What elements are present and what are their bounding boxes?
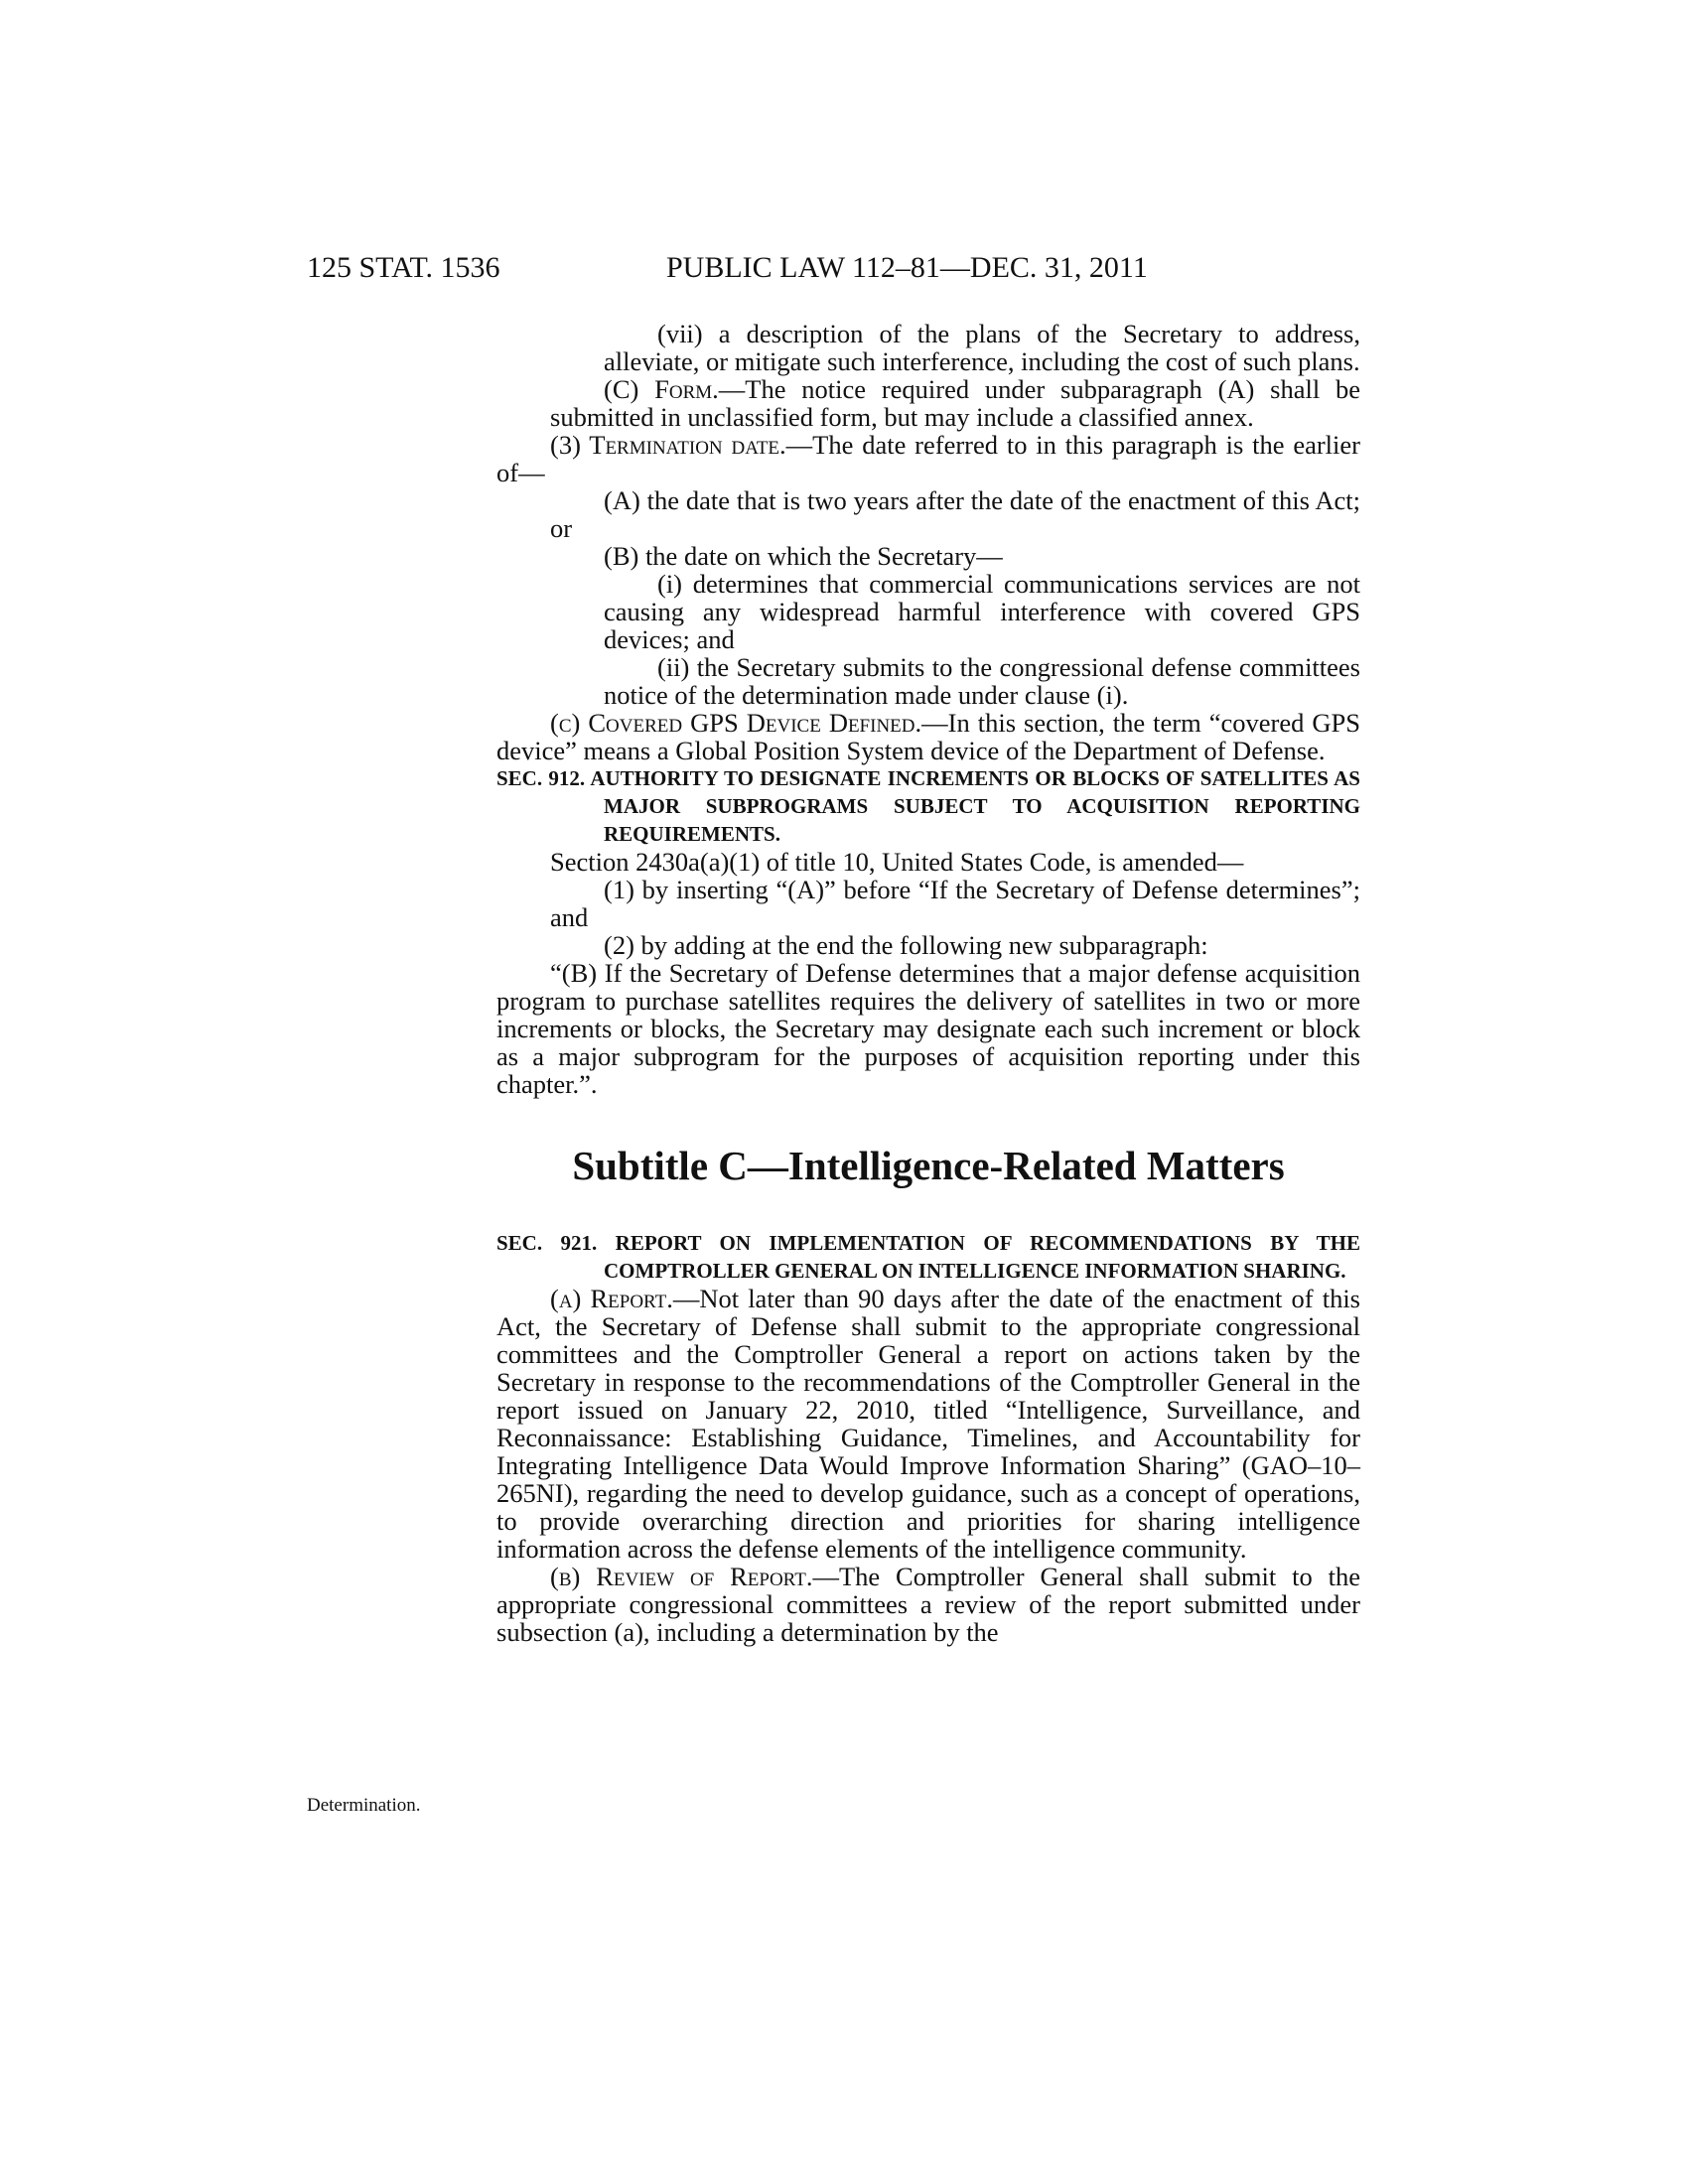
paragraph-3-text: —The date referred to in this paragraph is the earlier of—: [496, 430, 1360, 487]
subparagraph-c-form-text: —The notice required under subparagraph (A) shall be submitted in unclassified form, but may include a classified annex.: [550, 374, 1360, 432]
section-912-intro: Section 2430a(a)(1) of title 10, United States Code, is amended—: [550, 847, 1244, 877]
stat-page-number: 125 STAT. 1536: [307, 251, 500, 284]
subparagraph-c-form-heading: (C) Form.: [604, 374, 719, 404]
section-921-a-text: —Not later than 90 days after the date of the enactment of this Act, the Secretary of Defense shall submit to the appropriate congressional committees and the Comptroller General a report on actions taken by the Secretary in response to the recommendations of the Comptroller General in the report issued on January 22, 2010, titled “Intelligence, Surveillance, and Reconnaissance: Establishing Guidance, Timelines, and Accountability for Integrating Intelligence Data Would Improve Information Sharing” (GAO–10–265NI), regarding the need to develop guidance, such as a concept of operations, to provide overarching direction and priorities for sharing intelligence information across the defense elements of the intelligence community.: [496, 1284, 1360, 1564]
section-921-subsection-b: [496, 1563, 1360, 1646]
section-912-item-1: (1) by inserting “(A)” before “If the Secretary of Defense determines”; and: [550, 875, 1360, 932]
subparagraph-a: (A) the date that is two years after the date of the enactment of this Act; or: [550, 485, 1360, 543]
subsection-c-heading: (c) Covered GPS Device Defined.: [550, 708, 922, 738]
margin-note-determination: Determination.: [307, 1795, 421, 1816]
section-912-item-2: (2) by adding at the end the following new subparagraph:: [604, 930, 1208, 960]
subparagraph-c-form: [496, 375, 1360, 431]
paragraph-3-heading: (3) Termination date.: [550, 430, 786, 460]
clause-ii: (ii) the Secretary submits to the congressional defense committees notice of the determination made under clause (i).: [604, 652, 1360, 710]
body-text-column: [496, 320, 1360, 1646]
section-912-heading: SEC. 912. AUTHORITY TO DESIGNATE INCREMENTS OR BLOCKS OF SATELLITES AS MAJOR SUBPROGRAMS SUBJECT TO ACQUISITION REPORTING REQUIREMENTS.: [496, 766, 1360, 846]
clause-vii: (vii) a description of the plans of the Secretary to address, alleviate, or mitigate such interference, including the cost of such plans.: [604, 319, 1360, 376]
section-921-heading: SEC. 921. REPORT ON IMPLEMENTATION OF RECOMMENDATIONS BY THE COMPTROLLER GENERAL ON INTELLIGENCE INFORMATION SHARING.: [496, 1231, 1360, 1283]
paragraph-3-termination-date: [496, 431, 1360, 486]
section-921-b-heading: (b) Review of Report.: [550, 1562, 813, 1591]
subtitle-c-heading: Subtitle C—Intelligence-Related Matters: [572, 1143, 1285, 1188]
running-header: [0, 250, 1688, 286]
section-921-a-heading: (a) Report.: [550, 1284, 673, 1313]
section-921-b-text: —The Comptroller General shall submit to the appropriate congressional committees a review of the report submitted under subsection (a), including a determination by the: [496, 1562, 1360, 1647]
section-912-new-subparagraph-b: “(B) If the Secretary of Defense determines that a major defense acquisition program to purchase satellites requires the delivery of satellites in two or more increments or blocks, the Secretary may designate each such increment or block as a major subprogram for the purposes of acquisition reporting under this chapter.”.: [496, 958, 1360, 1099]
clause-i: (i) determines that commercial communications services are not causing any widespread harmful interference with covered GPS devices; and: [604, 569, 1360, 654]
section-921-subsection-a: [496, 1285, 1360, 1563]
subsection-c-text: —In this section, the term “covered GPS device” means a Global Position System device of the Department of Defense.: [496, 708, 1360, 765]
subparagraph-b: (B) the date on which the Secretary—: [604, 541, 1003, 571]
public-law-title: PUBLIC LAW 112–81—DEC. 31, 2011: [666, 251, 1148, 284]
subsection-c-covered-gps: [496, 709, 1360, 764]
